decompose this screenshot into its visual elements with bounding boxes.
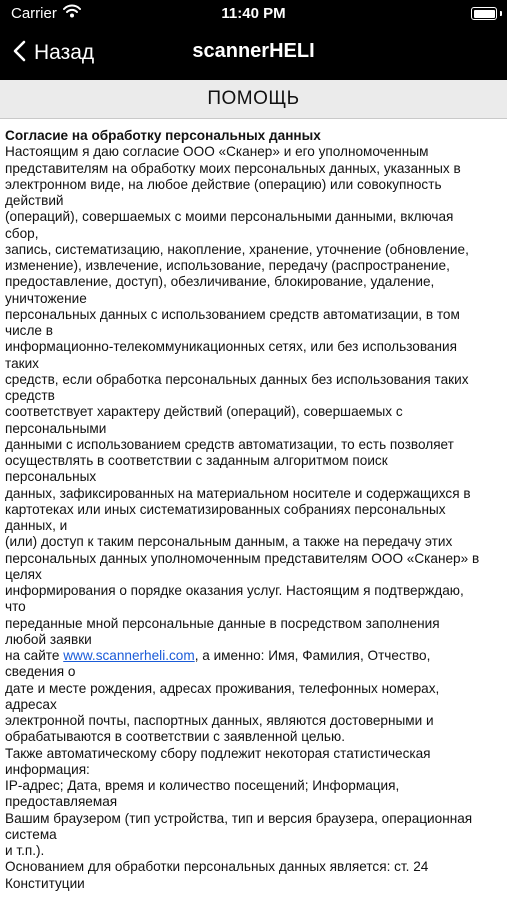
consent-line: предоставляемая (5, 794, 118, 810)
consent-line: картотеках или иных систематизированных собраниях персональных (5, 501, 446, 517)
status-time: 11:40 PM (221, 5, 286, 22)
consent-line: данных, и (5, 518, 68, 533)
consent-line: персональных (5, 469, 97, 485)
back-button-label: Назад (34, 41, 95, 64)
consent-line: таких (5, 355, 39, 371)
consent-line: данных, зафиксированных на материальном носителе и содержащихся в (5, 485, 471, 501)
app-title: scannerHELI (192, 40, 315, 62)
consent-line: средств, если обработка персональных данных без использования таких (5, 371, 469, 387)
consent-line: Также автоматическому сбору подлежит некоторая статистическая (5, 745, 431, 761)
consent-line: система (5, 826, 57, 842)
consent-line: дате и месте рождения, адресах проживания, телефонных номерах, (5, 680, 440, 696)
consent-line-with-link (5, 648, 503, 664)
consent-line: обрабатываются в соответствии с заявленной целью. (5, 729, 345, 745)
consent-line: переданные мной персональные данные в посредством заполнения (5, 615, 440, 631)
consent-heading: Согласие на обработку персональных данных (5, 128, 321, 143)
navigation-bar (0, 28, 507, 80)
consent-line: информационно-телекоммуникационных сетях, или без использования (5, 339, 457, 355)
consent-line: уничтожение (5, 290, 87, 306)
website-link[interactable]: www.scannerheli.com (63, 648, 195, 663)
consent-line: и т.п.). (5, 843, 45, 858)
consent-line: Вашим браузером (тип устройства, тип и версия браузера, операционная (5, 810, 473, 826)
consent-line: электронном виде, на любое действие (операцию) или совокупность (5, 176, 442, 192)
consent-line: (или) доступ к таким персональным данным, а также на передачу этих (5, 534, 453, 550)
section-header (0, 80, 507, 119)
consent-line: представителям на обработку моих персональных данных, указанных в (5, 160, 461, 176)
consent-line: действий (5, 193, 64, 208)
consent-line: персональными (5, 420, 107, 436)
consent-line: информирования о порядке оказания услуг. Настоящим я подтверждаю, (5, 583, 464, 598)
consent-line: осуществлять в соответствии с заданным алгоритмом поиск (5, 453, 388, 468)
consent-line: электронной почты, паспортных данных, являются достоверными и (5, 713, 434, 728)
consent-line: IP-адрес; Дата, время и количество посещений; Информация, (5, 778, 400, 793)
battery-icon (471, 7, 497, 20)
carrier-label: Carrier (11, 5, 57, 22)
consent-line: адресах (5, 696, 57, 712)
consent-line: числе в (5, 323, 53, 338)
consent-line: персональных данных с использованием средств автоматизации, в том (5, 306, 460, 322)
consent-line: изменение), извлечение, использование, передачу (распространение, (5, 258, 450, 273)
top-bar (0, 0, 507, 80)
consent-line: любой заявки (5, 631, 92, 647)
consent-line: Настоящим я даю согласие ООО «Сканер» и его уполномоченным (5, 144, 429, 160)
consent-line: сведения о (5, 664, 76, 680)
consent-line: соответствует характеру действий (операций), совершаемых с (5, 404, 403, 420)
link-line-suffix: , а именно: Имя, Фамилия, Отчество, (194, 648, 431, 663)
consent-line: предоставление, доступ), обезличивание, блокирование, удаление, (5, 274, 435, 290)
consent-paragraph-continued (5, 664, 503, 892)
consent-line: сбор, (5, 225, 39, 241)
consent-line: что (5, 599, 26, 615)
status-bar (0, 0, 507, 28)
section-title: ПОМОЩЬ (207, 88, 300, 109)
link-line-prefix: на сайте (5, 648, 64, 663)
consent-line: (операций), совершаемых с моими персональными данными, включая (5, 209, 454, 225)
consent-line: запись, систематизацию, накопление, хранение, уточнение (обновление, (5, 241, 469, 257)
consent-line: данными с использованием средств автоматизации, то есть позволяет (5, 436, 454, 452)
consent-text (5, 128, 503, 900)
consent-line: Основанием для обработки персональных данных является: ст. 24 (5, 859, 429, 875)
consent-paragraph (5, 144, 503, 648)
consent-line: персональных данных уполномоченным представителям ООО «Сканер» в (5, 550, 480, 566)
consent-line: Конституции (5, 875, 85, 891)
consent-line: информация: (5, 761, 90, 777)
consent-line: средств (5, 388, 55, 403)
battery-tip (500, 11, 502, 16)
consent-line: целях (5, 566, 42, 582)
